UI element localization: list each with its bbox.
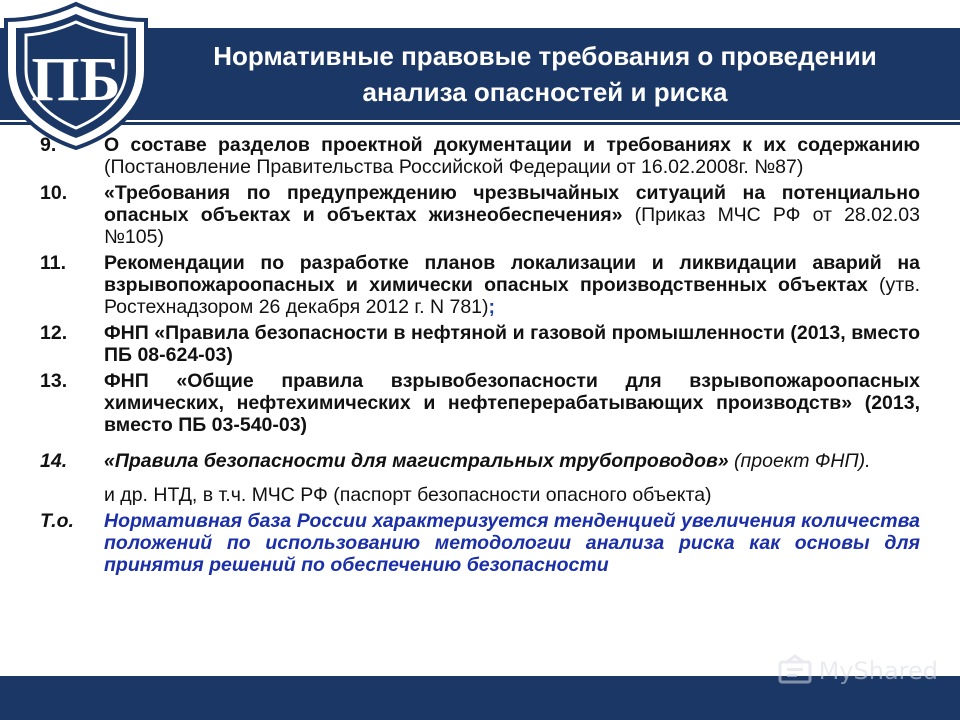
item-title: О составе разделов проектной документации и требованиях к их содержанию bbox=[104, 134, 920, 156]
item-source: (Приказ МЧС РФ от 28.02.03 №105) bbox=[104, 204, 920, 248]
extra-note: и др. НТД, в т.ч. МЧС РФ (паспорт безопасности опасного объекта) bbox=[104, 484, 712, 506]
item-source: (проект ФНП). bbox=[728, 450, 871, 472]
item-title: «Правила безопасности для магистральных трубопроводов» bbox=[104, 450, 729, 472]
watermark bbox=[777, 654, 938, 688]
item-number: 11. bbox=[40, 252, 67, 274]
list-item bbox=[40, 134, 920, 178]
item-punctuation: ; bbox=[488, 296, 495, 318]
logo-letters: ПБ bbox=[31, 46, 121, 114]
list-item bbox=[40, 370, 920, 436]
item-title: «Требования по предупреждению чрезвычайных ситуаций на потенциально опасных объектах и объектах жизнеобеспечения» bbox=[104, 182, 920, 226]
list-item bbox=[40, 182, 920, 248]
item-number: 14. bbox=[40, 450, 68, 472]
summary-block bbox=[40, 510, 920, 576]
myshared-logo-icon bbox=[777, 654, 813, 688]
item-number: 9. bbox=[40, 134, 57, 156]
item-source: (утв. Ростехнадзором 26 декабря 2012 г. N 781) bbox=[104, 274, 920, 318]
page-title bbox=[150, 38, 940, 110]
list-item bbox=[40, 322, 920, 366]
list-item bbox=[40, 446, 920, 476]
watermark-text: MyShared bbox=[818, 657, 938, 685]
requirements-list bbox=[40, 134, 920, 576]
summary-label: Т.о. bbox=[40, 510, 74, 532]
item-number: 13. bbox=[40, 370, 68, 392]
item-source: (Постановление Правительства Российской Федерации от 16.02.2008г. №87) bbox=[104, 156, 804, 178]
title-line-1: Нормативные правовые требования о проведении bbox=[213, 41, 877, 71]
title-line-2: анализа опасностей и риска bbox=[362, 77, 728, 107]
summary-text: Нормативная база России характеризуется тенденцией увеличения количества положений по использованию методологии анализа риска как основы для принятия решений по обеспечению безопасности bbox=[104, 510, 920, 576]
list-item bbox=[40, 252, 920, 318]
item-title: Рекомендации по разработке планов локализации и ликвидации аварий на взрывопожароопасных и химически опасных производственных объектах bbox=[104, 252, 920, 296]
item-title: ФНП «Общие правила взрывобезопасности для взрывопожароопасных химических, нефтехимических и нефтеперерабатывающих производств» (2013, вместо ПБ 03-540-03) bbox=[104, 370, 920, 436]
item-number: 10. bbox=[40, 182, 68, 204]
shield-logo-icon bbox=[0, 0, 152, 150]
item-number: 12. bbox=[40, 322, 68, 344]
item-title: ФНП «Правила безопасности в нефтяной и газовой промышленности (2013, вместо ПБ 08-624-03) bbox=[104, 322, 920, 366]
